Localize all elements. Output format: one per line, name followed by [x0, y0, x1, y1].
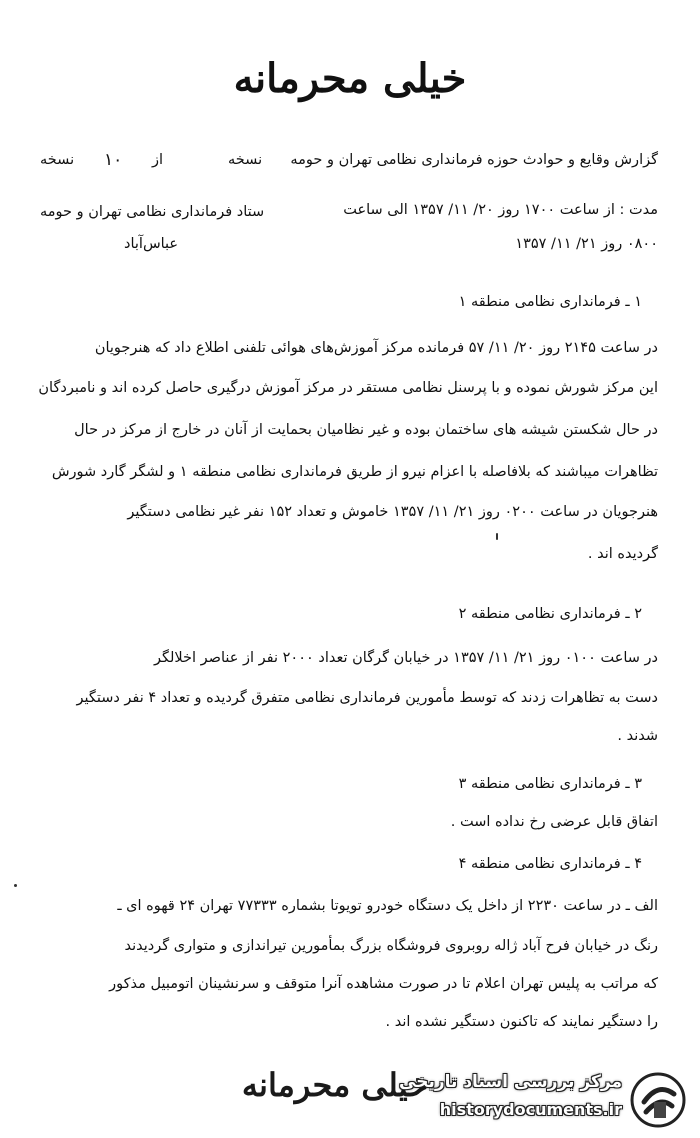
- section-line: رنگ در خیابان فرح آباد ژاله روبروی فروشگاه بزرگ بمأمورین تیراندازی و متواری گردیدند: [124, 938, 658, 954]
- section-line: تظاهرات میباشند که بلافاصله با اعزام نیرو از طریق فرمانداری نظامی منطقه ۱ و لشگر گارد شورش: [51, 464, 658, 480]
- report-title: گزارش وقایع و حوادث حوزه فرمانداری نظامی تهران و حومه: [290, 152, 658, 168]
- copy-of-label: از: [152, 152, 164, 168]
- section-line: که مراتب به پلیس تهران اعلام تا در صورت مشاهده آنرا متوقف و سرنشینان اتومبیل مذکور: [109, 976, 658, 992]
- section-line: در حال شکستن شیشه های ساختمان بوده و غیر نظامیان بحمایت از آنان در خارج از مرکز در حال: [74, 422, 658, 438]
- section-line: در ساعت ۲۱۴۵ روز ۲۰/ ۱۱/ ۵۷ فرمانده مرکز آموزش‌های هوائی تلفنی اطلاع داد که هنرجویان: [94, 340, 658, 356]
- footer-classification-stamp: خیلی محرمانه: [241, 1066, 429, 1104]
- copy-total: ۱۰: [104, 150, 123, 170]
- section-line: این مرکز شورش نموده و با پرسنل نظامی مستقر در مرکز آموزش درگیری حاصل کرده اند و نامبردگان: [38, 380, 658, 396]
- section-line: الف ـ در ساعت ۲۲۳۰ از داخل یک دستگاه خودرو تویوتا بشماره ۷۷۳۳۳ تهران ۲۴ قهوه ای ـ: [117, 898, 658, 914]
- location: عباس‌آباد: [124, 236, 179, 252]
- section-heading: ۴ ـ فرمانداری نظامی منطقه ۴: [458, 856, 642, 872]
- scan-speck: [496, 533, 498, 540]
- section-heading: ۱ ـ فرمانداری نظامی منطقه ۱: [458, 294, 642, 310]
- period-line-1: مدت : از ساعت ۱۷۰۰ روز ۲۰/ ۱۱/ ۱۳۵۷ الی ساعت: [343, 202, 658, 218]
- section-line: را دستگیر نمایند که تاکنون دستگیر نشده اند .: [385, 1014, 658, 1030]
- classification-title: خیلی محرمانه: [233, 55, 467, 102]
- hq-line: ستاد فرمانداری نظامی تهران و حومه: [40, 204, 265, 220]
- copy-word: نسخه: [40, 152, 75, 168]
- section-line: شدند .: [617, 728, 658, 744]
- section-line: هنرجویان در ساعت ۰۲۰۰ روز ۲۱/ ۱۱/ ۱۳۵۷ خاموش و تعداد ۱۵۲ نفر غیر نظامی دستگیر: [127, 504, 658, 520]
- watermark-url: historydocuments.ir: [439, 1100, 622, 1119]
- section-line: در ساعت ۰۱۰۰ روز ۲۱/ ۱۱/ ۱۳۵۷ در خیابان گرگان تعداد ۲۰۰۰ نفر از عناصر اخلالگر: [153, 650, 658, 666]
- watermark: [399, 1062, 694, 1132]
- section-line: اتفاق قابل عرضی رخ نداده است .: [450, 814, 658, 830]
- period-line-2: ۰۸۰۰ روز ۲۱/ ۱۱/ ۱۳۵۷: [515, 236, 658, 252]
- scan-speck: [14, 884, 17, 887]
- watermark-name: مرکز بررسی اسناد تاریخی: [399, 1072, 622, 1092]
- section-heading: ۳ ـ فرمانداری نظامی منطقه ۳: [458, 776, 642, 792]
- section-heading: ۲ ـ فرمانداری نظامی منطقه ۲: [458, 606, 642, 622]
- section-line: گردیده اند .: [587, 546, 658, 562]
- archive-logo-icon: [630, 1072, 686, 1128]
- section-line: دست به تظاهرات زدند که توسط مأمورین فرمانداری نظامی متفرق گردیده و تعداد ۴ نفر دستگیر: [76, 690, 658, 706]
- copy-number-label: نسخه: [228, 152, 263, 168]
